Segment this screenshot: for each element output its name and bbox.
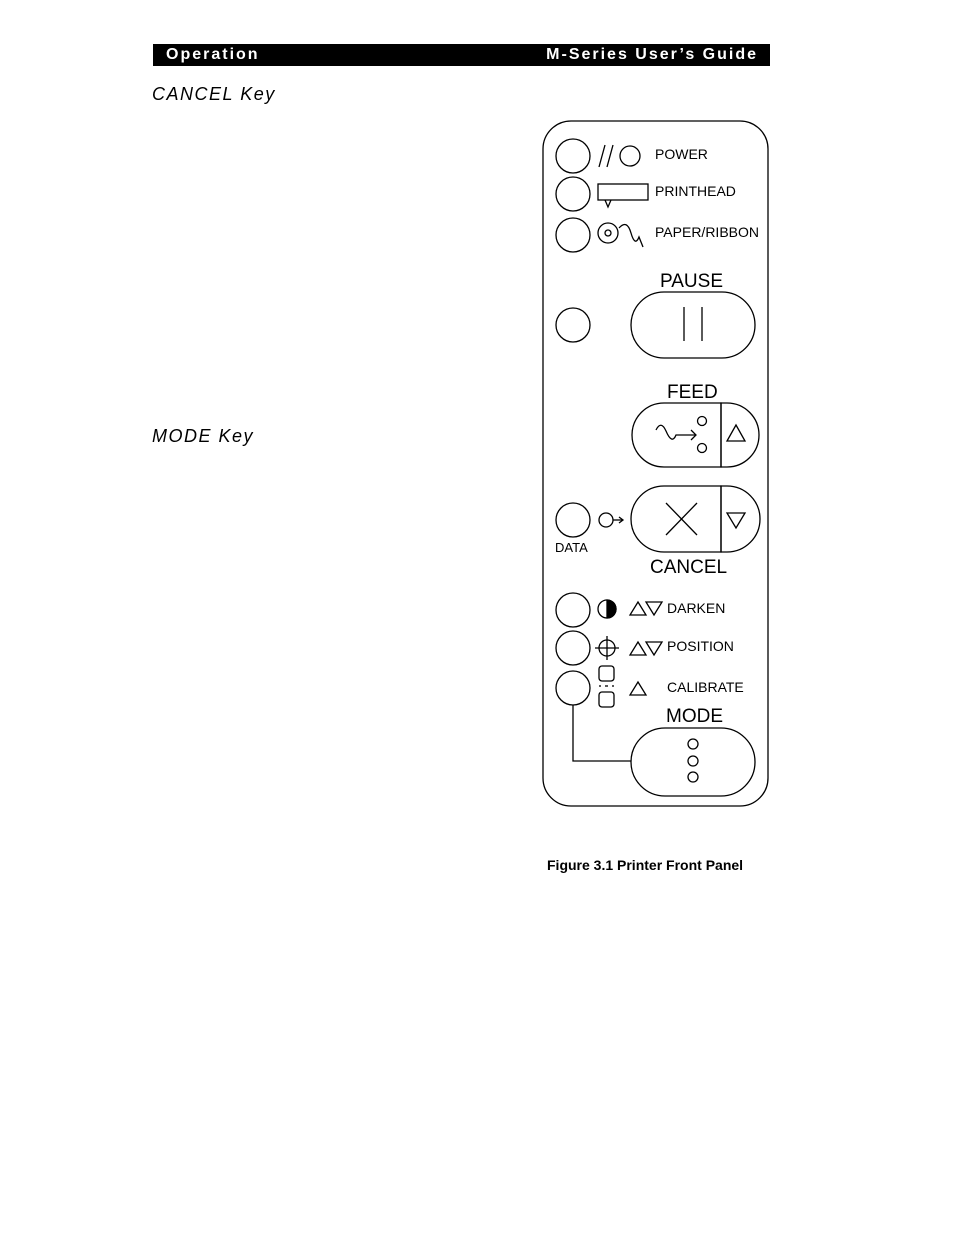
feed-up-arrow-button[interactable] bbox=[721, 403, 759, 467]
header-section-title: Operation bbox=[166, 46, 260, 63]
mode-button[interactable] bbox=[631, 728, 755, 796]
feed-down-arrow-button[interactable] bbox=[721, 486, 760, 552]
mode-label: MODE bbox=[666, 706, 723, 727]
position-arrows-icon bbox=[630, 642, 662, 655]
mode-connector-line bbox=[573, 705, 631, 761]
up-arrow-icon bbox=[727, 425, 745, 441]
cancel-button[interactable] bbox=[631, 486, 721, 552]
printhead-led bbox=[556, 177, 590, 211]
feed-label: FEED bbox=[667, 382, 718, 403]
mode-key-heading: MODE Key bbox=[152, 426, 255, 446]
data-label: DATA bbox=[555, 540, 588, 555]
darken-icon bbox=[598, 600, 616, 618]
position-label: POSITION bbox=[667, 638, 734, 654]
position-icon bbox=[595, 636, 619, 660]
pause-led bbox=[556, 308, 590, 342]
calibrate-up-arrow-icon bbox=[630, 682, 646, 695]
feed-icon bbox=[656, 417, 707, 453]
darken-led bbox=[556, 593, 590, 627]
mode-icon bbox=[688, 739, 698, 782]
header-guide-title: M-Series User’s Guide bbox=[546, 46, 758, 63]
calibrate-icon bbox=[599, 666, 614, 707]
power-icon bbox=[599, 145, 640, 167]
paper-ribbon-label: PAPER/RIBBON bbox=[655, 224, 759, 240]
darken-label: DARKEN bbox=[667, 600, 726, 616]
position-led bbox=[556, 631, 590, 665]
feed-button[interactable] bbox=[632, 403, 721, 467]
calibrate-led bbox=[556, 671, 590, 705]
pause-button[interactable] bbox=[631, 292, 755, 358]
pause-icon bbox=[684, 307, 702, 341]
printhead-icon bbox=[598, 184, 648, 207]
pause-label: PAUSE bbox=[660, 271, 724, 292]
data-led bbox=[556, 503, 590, 537]
printhead-label: PRINTHEAD bbox=[655, 183, 736, 199]
page-header bbox=[153, 44, 770, 66]
figure-caption: Figure 3.1 Printer Front Panel bbox=[547, 857, 744, 873]
paper-ribbon-icon bbox=[598, 223, 643, 247]
cancel-x-icon bbox=[666, 503, 697, 535]
printer-front-panel-figure bbox=[535, 115, 775, 815]
paper-ribbon-led bbox=[556, 218, 590, 252]
calibrate-label: CALIBRATE bbox=[667, 679, 744, 695]
power-led bbox=[556, 139, 590, 173]
darken-arrows-icon bbox=[630, 602, 662, 615]
cancel-label: CANCEL bbox=[650, 557, 728, 578]
cancel-key-heading: CANCEL Key bbox=[152, 84, 276, 104]
data-icon bbox=[599, 513, 623, 527]
down-arrow-icon bbox=[727, 513, 745, 528]
power-label: POWER bbox=[655, 146, 708, 162]
